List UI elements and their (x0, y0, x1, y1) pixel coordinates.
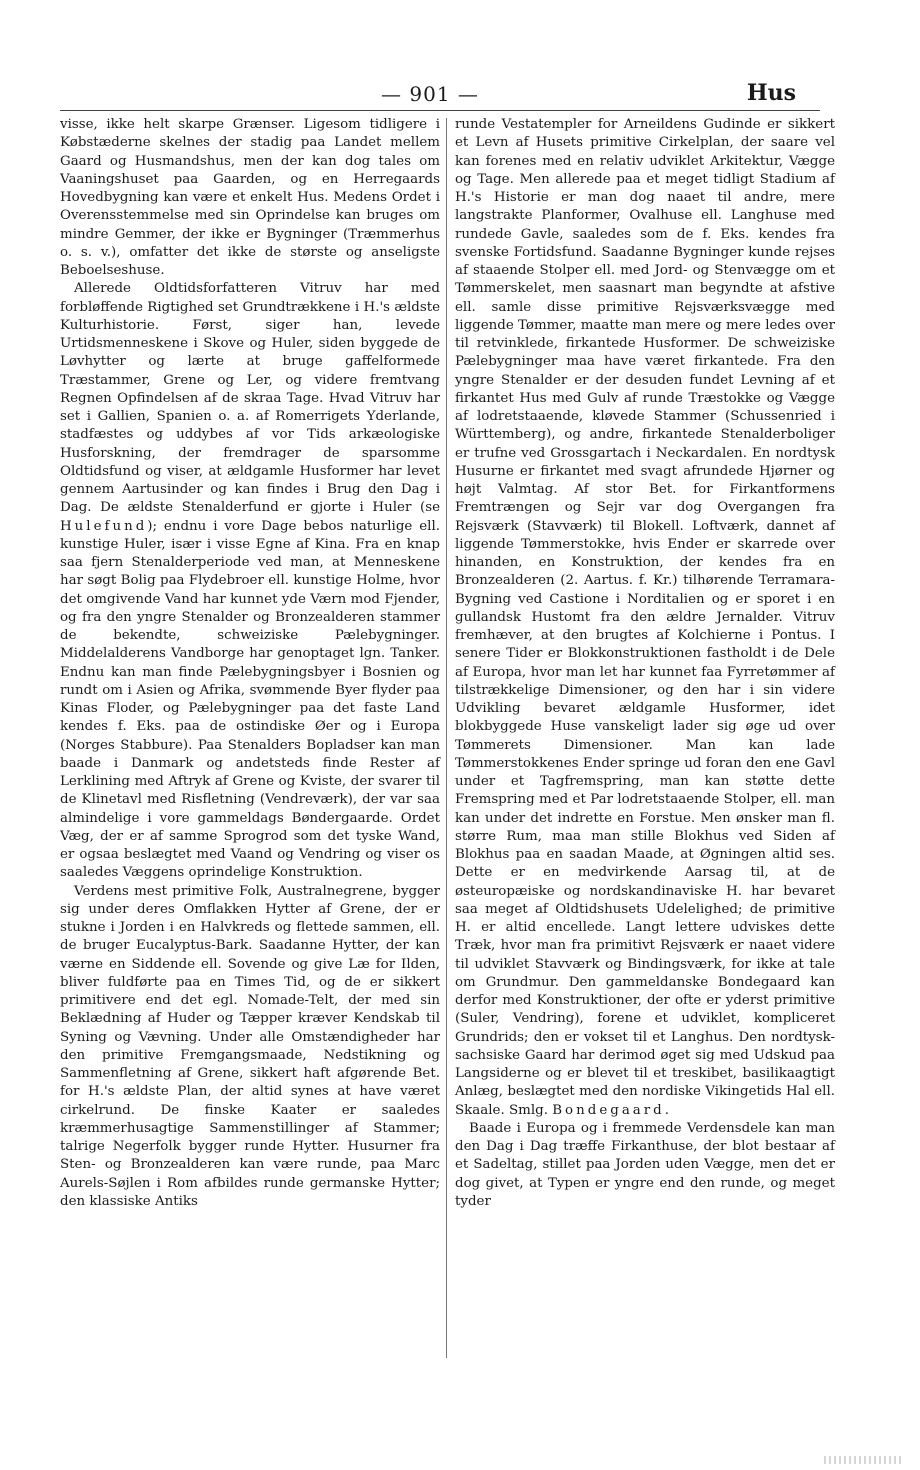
running-head: Hus (746, 80, 796, 106)
right-paragraph-2: Baade i Europa og i fremmede Verdensdele kan man den Dag i Dag træffe Firkanthuse, der blot bestaar af et Sadeltag, stillet paa Jorden uden Vægge, men det er dog givet, at Typen er yngre end den runde, og meget tyder (455, 1120, 835, 1209)
page-number: — 901 — (381, 82, 479, 106)
header-rule (60, 110, 820, 111)
left-paragraph-3: Verdens mest primitive Folk, Australnegrene, bygger sig under deres Omflakken Hytter af Grene, der er stukne i Jorden i en Halvkreds og flettede sammen, ell. de bruger Eucalyptus-Bark. Saadanne Hytter, der kan værne en Siddende ell. Sovende og give Læ for Ilden, bliver fuldførte paa en Times Tid, og de er sikkert primitivere end det egl. Nomade-Telt, der med sin Beklædning af Huder og Tæpper kræver Kendskab til Syning og Vævning. Under alle Omstændigheder har den primitive Fremgangsmaade, Nedstikning og Sammenfletning af Grene, sikkert haft afgørende Bet. for H.'s ældste Plan, der altid synes at have været cirkelrund. De finske Kaater er saaledes kræmmerhusagtige Sammenstillinger af Stammer; talrige Negerfolk bygger runde Hytter. Husurner fra Sten- og Bronzealderen kan være runde, paa Marc Aurels-Søjlen i Rom afbildes runde germanske Hytter; den klassiske Antiks (60, 883, 440, 1209)
right-column (455, 116, 835, 1211)
right-paragraph-1-end: . (664, 1102, 670, 1118)
right-paragraph-1-text: runde Vestatempler for Arneildens Gudinde er sikkert et Levn af Husets primitive Cirkelplan, der saare vel kan forenes med en relativ udviklet Arkitektur, Vægge og Tage. Men allerede paa et meget tidligt Stadium af H.'s Historie er man dog naaet til andre, mere langstrakte Planformer, Ovalhuse ell. Langhuse med rundede Gavle, saaledes som de f. Eks. kendes fra svenske Fortidsfund. Saadanne Bygninger kunde rejses af staaende Stolper ell. med Jord- og Stenvægge om et Tømmerskelet, men saasnart man begyndte at afstive ell. samle disse primitive Rejsværksvægge med liggende Tømmer, maatte man mere og mere ledes over til retvinklede, firkantede Husformer. De schweiziske Pælebygninger maa have været firkantede. Fra den yngre Stenalder er der desuden fundet Levning af et firkantet Hus med Gulv af runde Træstokke og Vægge af lodretstaaende, kløvede Stammer (Schussenried i Württemberg), og andre, firkantede Stenalderboliger er trufne ved Grossgartach i Neckardalen. En nordtysk Husurne er firkantet med svagt afrundede Hjørner og højt Valmtag. Af stor Bet. for Firkantformens Fremtrængen og Sejr var dog Overgangen fra Rejsværk (Stavværk) til Blokell. Loftværk, dannet af liggende Tømmerstokke, hvis Ender er skarrede over hinanden, en Konstruktion, der kendes fra en Bronzealderen (2. Aartus. f. Kr.) tilhørende Terramara-Bygning ved Castione i Norditalien og er sporet i en gullandsk Hustomt fra den ældre Jernalder. Vitruv fremhæver, at den brugtes af Kolchierne i Pontus. I senere Tider er Blokkonstruktionen fastholdt i de Dele af Europa, hvor man let har kunnet faa Fyrretømmer af tilstrækkelige Dimensioner, og den har i sin videre Udvikling bevaret ældgamle Husformer, idet blokbyggede Huse vanskeligt lader sig øge ud over Tømmerets Dimensioner. Man kan lade Tømmerstokkenes Ender springe ud foran den ene Gavl under et Tagfremspring, man kan støtte dette Fremspring med et Par lodretstaaende Stolper, ell. man kan under det indrette en Forstue. Men ønsker man fl. større Rum, maa man stille Blokhus ved Siden af Blokhus paa en saadan Maade, at Øgningen altid ses. Dette er en medvirkende Aarsag til, at de østeuropæiske og nordskandinaviske H. har bevaret saa meget af Oldtidshusets Udelelighed; de primitive H. er altid encellede. Langt lettere udviskes dette Træk, hvor man fra primitivt Rejsværk er naaet videre til udviklet Stavværk og Bindingsværk, for ikke at tale om Grundmur. Den gammeldanske Bondegaard kan derfor med Konstruktioner, der ofte er yderst primitive (Suler, Vendring), forene et udviklet, kompliceret Grundrids; den er vokset til et Langhus. Den nordtysk-sachsiske Gaard har derimod øget sig med Udskud paa Langsiderne og er blevet til et treskibet, basilikaagtigt Anlæg, beslægtet med den nordiske Vikingetids Hal ell. Skaale. Smlg. (455, 117, 835, 1118)
left-paragraph-1: visse, ikke helt skarpe Grænser. Ligesom tidligere i Købstæderne skelnes der stadig paa Landet mellem Gaard og Husmandshus, men der kan dog tales om Vaaningshuset paa Gaarden, og en Herregaards Hovedbygning kan være et enkelt Hus. Medens Ordet i Overensstemmelse med sin Oprindelse kan bruges om mindre Gemmer, der ikke er Bygninger (Træmmerhus o. s. v.), omfatter det ikke de største og anseligste Beboelseshuse. (60, 117, 440, 278)
left-paragraph-2-text-a: Allerede Oldtidsforfatteren Vitruv har med forbløffende Rigtighed set Grundtrækkene i H.'s ældste Kulturhistorie. Først, siger han, levede Urtidsmenneskene i Skove og Huler, siden byggede de Løvhytter og lærte at bruge gaffelformede Træstammer, Grene og Ler, og videre fremtvang Regnen Opfindelsen af de skraa Tage. Hvad Vitruv har set i Gallien, Spanien o. a. af Romerrigets Yderlande, stadfæstes og uddybes af vor Tids arkæologiske Husforskning, der fremdrager de sparsomme Oldtidsfund og viser, at ældgamle Husformer har levet gennem Aartusinder og kan findes i Brug den Dag i Dag. De ældste Stenalderfund er gjorte i Huler (se (60, 281, 440, 516)
cross-reference-bondegaard: Bondegaard (552, 1102, 665, 1118)
column-divider (446, 118, 447, 1358)
right-paragraph-1 (455, 116, 835, 1120)
cross-reference-hulefund: Hulefund (60, 518, 148, 534)
left-paragraph-2-text-b: ); endnu i vore Dage bebos naturlige ell. kunstige Huler, især i visse Egne af Kina. Fra en knap saa fjern Stenalderperiode ved man, at Menneskene har søgt Bolig paa Flydebroer ell. kunstige Holme, hvor det omgivende Vand har kunnet yde Værn mod Fjender, og fra den yngre Stenalder og Bronzealderen stammer de bekendte, schweiziske Pælebygninger. Middelalderens Vandborge har genoptaget lgn. Tanker. Endnu kan man finde Pælebygningsbyer i Bosnien og rundt om i Asien og Afrika, svømmende Byer flyder paa Kinas Floder, og Pælebygninger paa det faste Land kendes f. Eks. paa de ostindiske Øer og i Europa (Norges Stabbure). Paa Stenalders Bopladser kan man baade i Danmark og andetsteds finde Rester af Lerklining med Aftryk af Grene og Kviste, der svarer til de Klinetavl med Risfletning (Vendreværk), der var saa almindelige i vore gammeldags Bøndergaarde. Ordet Væg, der er af samme Sprogrod som det tyske Wand, er ogsaa beslægtet med Vaand og Vendring og viser os saaledes Væggens oprindelige Konstruktion. (60, 518, 440, 881)
left-paragraph-2 (60, 280, 440, 882)
scan-artifact (824, 1456, 904, 1464)
left-column (60, 116, 440, 1211)
